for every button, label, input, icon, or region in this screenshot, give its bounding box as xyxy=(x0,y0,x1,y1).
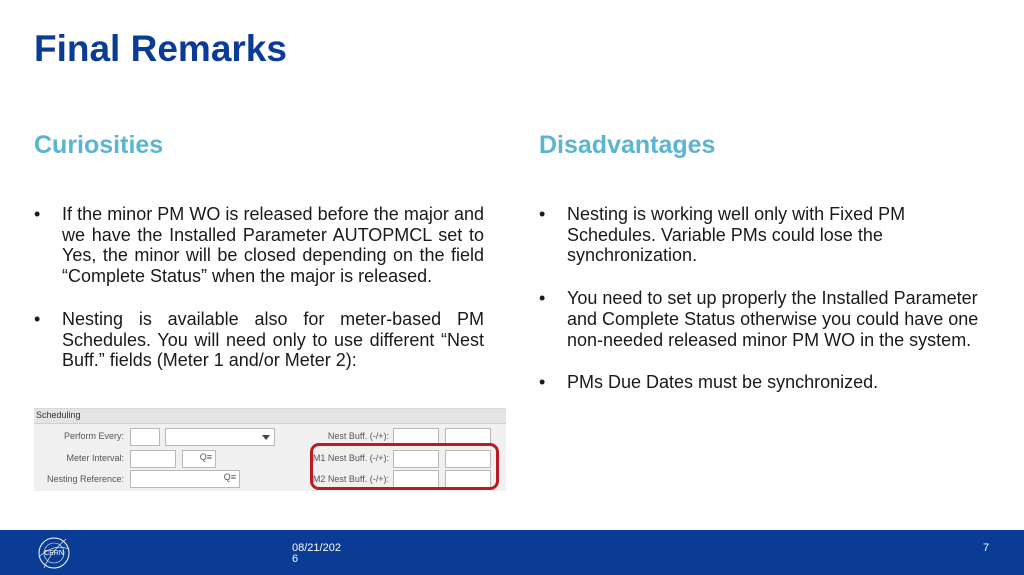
footer-bar xyxy=(0,530,1024,575)
disadvantages-list xyxy=(539,204,979,415)
perform-every-unit-select[interactable] xyxy=(165,428,275,446)
page-number: 7 xyxy=(983,542,990,554)
list-item: • You need to set up properly the Installed Parameter and Complete Status otherwise you could have one non-needed released minor PM WO in the system. xyxy=(539,288,979,350)
bullet-icon: • xyxy=(34,204,41,224)
scheduling-header: Scheduling xyxy=(34,409,506,424)
page-title: Final Remarks xyxy=(34,28,287,69)
nesting-reference-label: Nesting Reference: xyxy=(46,474,124,484)
meter-interval-lookup[interactable] xyxy=(182,450,216,468)
bullet-icon: • xyxy=(34,308,41,329)
list-item: • PMs Due Dates must be synchronized. xyxy=(539,372,879,393)
curiosities-list xyxy=(34,204,484,393)
cern-logo-icon xyxy=(36,535,72,571)
nesting-reference-input[interactable] xyxy=(130,470,240,488)
meter-nest-buff-highlight xyxy=(310,443,499,490)
lookup-icon: Q≡ xyxy=(199,452,212,462)
chevron-down-icon xyxy=(262,435,270,440)
meter-interval-label: Meter Interval: xyxy=(66,453,124,463)
meter-interval-input[interactable] xyxy=(130,450,176,468)
m2-nest-buff-label: M2 Nest Buff. (-/+): xyxy=(312,474,389,484)
perform-every-input[interactable] xyxy=(130,428,160,446)
list-item: • Nesting is available also for meter-based PM Schedules. You will need only to use different “Nest Buff.” fields (Meter 1 and/or Meter 2): xyxy=(34,308,484,371)
lookup-icon: Q≡ xyxy=(223,472,236,482)
bullet-icon: • xyxy=(539,288,546,309)
m1-nest-buff-label: M1 Nest Buff. (-/+): xyxy=(312,453,389,463)
bullet-icon: • xyxy=(539,204,546,224)
curiosities-heading: Curiosities xyxy=(34,131,164,159)
logo-text: CERN xyxy=(44,550,64,557)
perform-every-label: Perform Every: xyxy=(63,431,124,441)
footer-date: 08/21/2026 xyxy=(292,542,341,565)
nest-buff-label: Nest Buff. (-/+): xyxy=(327,431,389,441)
list-item: • If the minor PM WO is released before the major and we have the Installed Parameter AUTOPMCL set to Yes, the minor will be closed depending on the field “Complete Status” when the major is released. xyxy=(34,204,484,287)
disadvantages-heading: Disadvantages xyxy=(539,131,716,159)
bullet-icon: • xyxy=(539,372,546,393)
list-item: • Nesting is working well only with Fixed PM Schedules. Variable PMs could lose the synchronization. xyxy=(539,204,906,266)
